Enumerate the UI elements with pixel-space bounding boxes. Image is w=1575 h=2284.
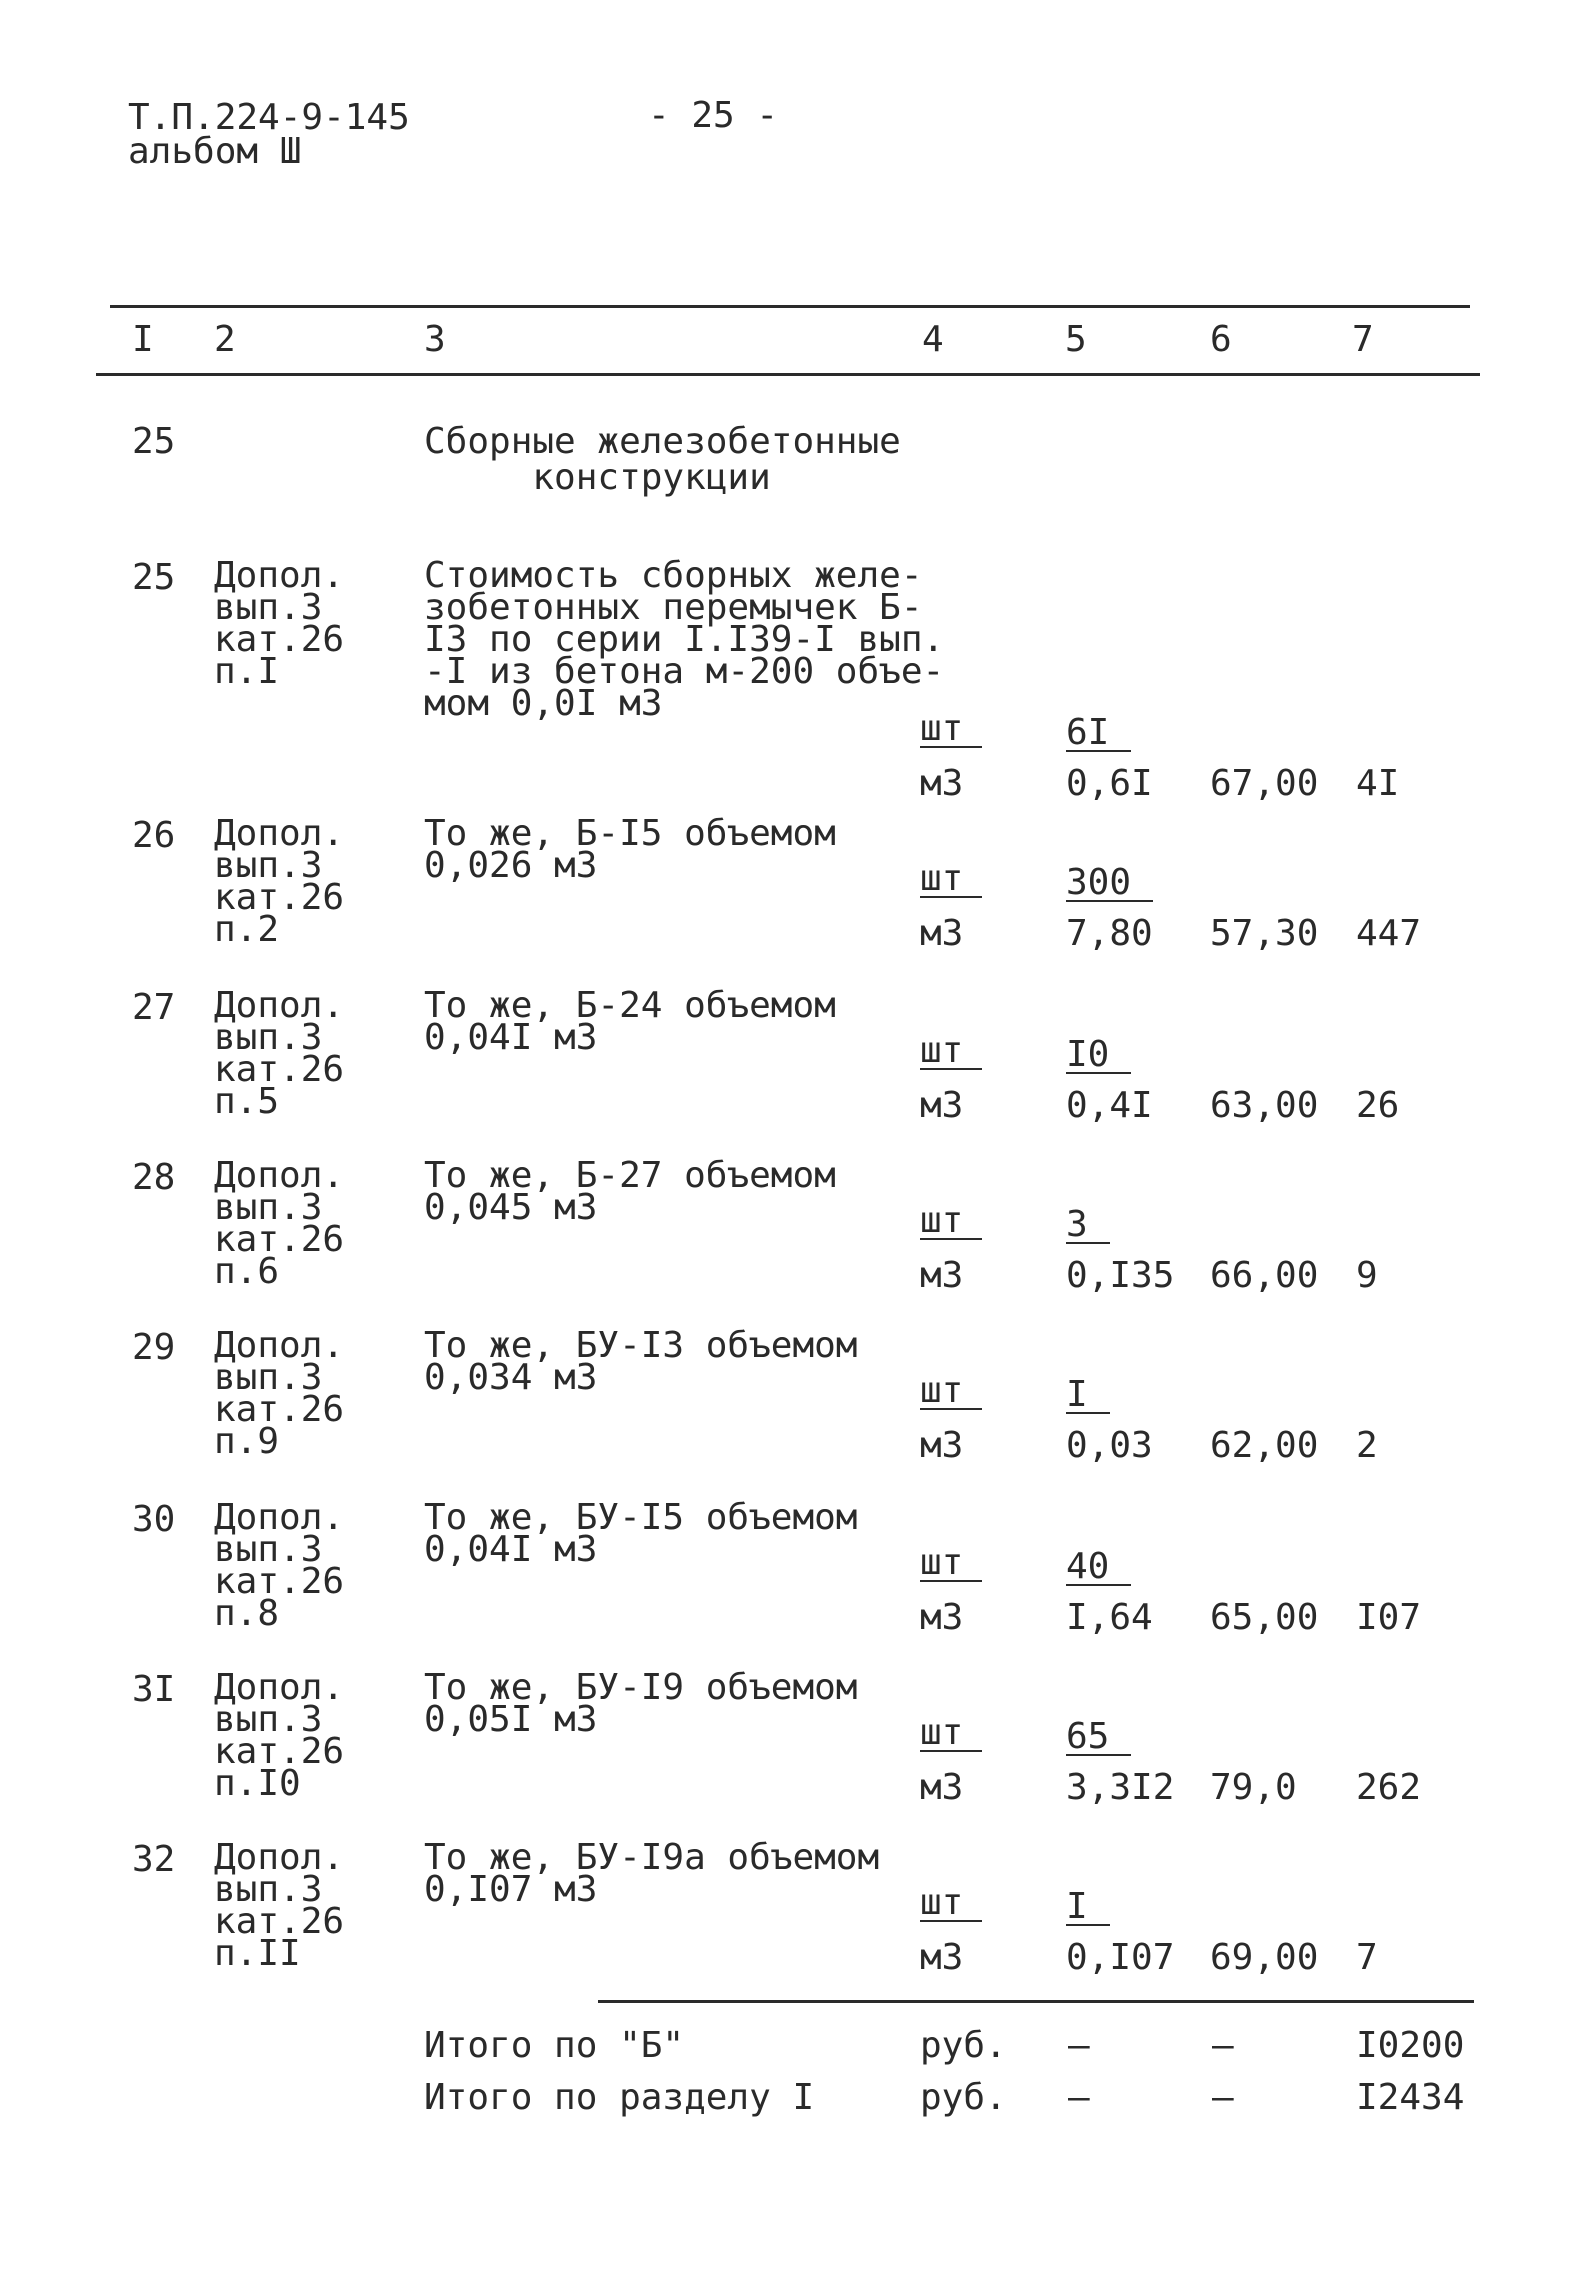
unit-price-value: 69,00 (1210, 1937, 1319, 1978)
volume-value: 0,I07 (1066, 1937, 1175, 1978)
unit-price-value: 63,00 (1210, 1085, 1319, 1126)
total-value: I2434 (1356, 2077, 1465, 2118)
description-cell: То же, Б-27 объемом 0,045 м3 (424, 1155, 836, 1228)
unit-volume-label: м3 (920, 1255, 964, 1296)
unit-cell (920, 1030, 1010, 1071)
table-top-rule (110, 305, 1470, 308)
description-cell: То же, БУ-I5 объемом 0,04I м3 (424, 1497, 858, 1570)
reference-cell: Допол. вып.3 кат.26 п.2 (214, 813, 345, 950)
description-cell: Стоимость сборных желе- зобетонных перемычек Б- I3 по серии I.I39-I вып. -I из бетона м-200 объе- мом 0,0I м3 (424, 555, 945, 724)
row-number: 32 (132, 1839, 176, 1880)
total-unit: руб. (920, 2025, 1007, 2066)
quantity-cell (1066, 712, 1131, 753)
col-header-2: 2 (214, 319, 236, 360)
cost-value: 9 (1356, 1255, 1378, 1296)
unit-volume-label: м3 (920, 1597, 964, 1638)
quantity-cell (1066, 862, 1153, 903)
cost-value: 7 (1356, 1937, 1378, 1978)
total-col5: – (1068, 2077, 1090, 2118)
unit-volume-label: м3 (920, 1767, 964, 1808)
document-code: Т.П.224-9-145 (128, 97, 410, 138)
volume-value: 7,80 (1066, 913, 1153, 954)
unit-cell (920, 1200, 1010, 1241)
volume-value: 0,I35 (1066, 1255, 1175, 1296)
unit-price-value: 65,00 (1210, 1597, 1319, 1638)
unit-cell (920, 1882, 1010, 1923)
unit-volume-label: м3 (920, 1425, 964, 1466)
unit-volume-label: м3 (920, 1937, 964, 1978)
quantity-value: I (1066, 1890, 1110, 1926)
total-col6: – (1212, 2077, 1234, 2118)
unit-cell (920, 708, 1010, 749)
total-value: I0200 (1356, 2025, 1465, 2066)
unit-count-label: шт (920, 1716, 982, 1752)
unit-price-value: 79,0 (1210, 1767, 1297, 1808)
totals-rule (598, 2000, 1474, 2003)
cost-value: 2 (1356, 1425, 1378, 1466)
col-header-7: 7 (1352, 319, 1374, 360)
unit-price-value: 57,30 (1210, 913, 1319, 954)
total-label: Итого по "Б" (424, 2025, 685, 2066)
reference-cell: Допол. вып.3 кат.26 п.5 (214, 985, 345, 1122)
volume-value: I,64 (1066, 1597, 1153, 1638)
reference-cell: Допол. вып.3 кат.26 п.6 (214, 1155, 345, 1292)
total-label: Итого по разделу I (424, 2077, 815, 2118)
total-col6: – (1212, 2025, 1234, 2066)
cost-value: I07 (1356, 1597, 1422, 1638)
unit-count-label: шт (920, 1034, 982, 1070)
row-number: 30 (132, 1499, 176, 1540)
volume-value: 0,4I (1066, 1085, 1153, 1126)
reference-cell: Допол. вып.3 кат.26 п.9 (214, 1325, 345, 1462)
quantity-value: 65 (1066, 1720, 1131, 1756)
cost-value: 447 (1356, 913, 1422, 954)
unit-cell (920, 1542, 1010, 1583)
quantity-cell (1066, 1374, 1110, 1415)
reference-cell: Допол. вып.3 кат.26 п.I0 (214, 1667, 345, 1804)
quantity-value: 40 (1066, 1550, 1131, 1586)
unit-count-label: шт (920, 1204, 982, 1240)
row-number: 25 (132, 557, 176, 598)
unit-volume-label: м3 (920, 913, 964, 954)
page-number: - 25 - (648, 95, 779, 136)
row-number: 26 (132, 815, 176, 856)
row-number: 3I (132, 1669, 176, 1710)
unit-count-label: шт (920, 1546, 982, 1582)
total-col5: – (1068, 2025, 1090, 2066)
col-header-1: I (132, 319, 154, 360)
unit-price-value: 66,00 (1210, 1255, 1319, 1296)
volume-value: 0,6I (1066, 763, 1153, 804)
section-title: Сборные железобетонные конструкции (424, 421, 901, 498)
unit-cell (920, 1370, 1010, 1411)
total-unit: руб. (920, 2077, 1007, 2118)
quantity-value: 3 (1066, 1208, 1110, 1244)
unit-count-label: шт (920, 862, 982, 898)
unit-cell (920, 858, 1010, 899)
col-header-5: 5 (1065, 319, 1087, 360)
volume-value: 0,03 (1066, 1425, 1153, 1466)
unit-count-label: шт (920, 1886, 982, 1922)
cost-value: 26 (1356, 1085, 1400, 1126)
row-number: 27 (132, 987, 176, 1028)
description-cell: То же, БУ-I9 объемом 0,05I м3 (424, 1667, 858, 1740)
section-number: 25 (132, 421, 176, 462)
reference-cell: Допол. вып.3 кат.26 п.II (214, 1837, 345, 1974)
description-cell: То же, Б-I5 объемом 0,026 м3 (424, 813, 836, 886)
unit-count-label: шт (920, 712, 982, 748)
quantity-cell (1066, 1546, 1131, 1587)
album-label: альбом Ш (128, 131, 302, 172)
unit-price-value: 67,00 (1210, 763, 1319, 804)
quantity-value: I (1066, 1378, 1110, 1414)
unit-price-value: 62,00 (1210, 1425, 1319, 1466)
quantity-cell (1066, 1716, 1131, 1757)
description-cell: То же, Б-24 объемом 0,04I м3 (424, 985, 836, 1058)
cost-value: 262 (1356, 1767, 1422, 1808)
reference-cell: Допол. вып.3 кат.26 п.I (214, 555, 345, 692)
table-header-rule (96, 373, 1480, 376)
reference-cell: Допол. вып.3 кат.26 п.8 (214, 1497, 345, 1634)
quantity-value: I0 (1066, 1038, 1131, 1074)
quantity-value: 6I (1066, 716, 1131, 752)
quantity-cell (1066, 1886, 1110, 1927)
quantity-cell (1066, 1204, 1110, 1245)
unit-cell (920, 1712, 1010, 1753)
row-number: 29 (132, 1327, 176, 1368)
cost-value: 4I (1356, 763, 1400, 804)
col-header-4: 4 (922, 319, 944, 360)
unit-volume-label: м3 (920, 1085, 964, 1126)
row-number: 28 (132, 1157, 176, 1198)
unit-volume-label: м3 (920, 763, 964, 804)
col-header-6: 6 (1210, 319, 1232, 360)
quantity-cell (1066, 1034, 1131, 1075)
volume-value: 3,3I2 (1066, 1767, 1175, 1808)
unit-count-label: шт (920, 1374, 982, 1410)
description-cell: То же, БУ-I3 объемом 0,034 м3 (424, 1325, 858, 1398)
quantity-value: 300 (1066, 866, 1153, 902)
description-cell: То же, БУ-I9а объемом 0,I07 м3 (424, 1837, 880, 1910)
col-header-3: 3 (424, 319, 446, 360)
